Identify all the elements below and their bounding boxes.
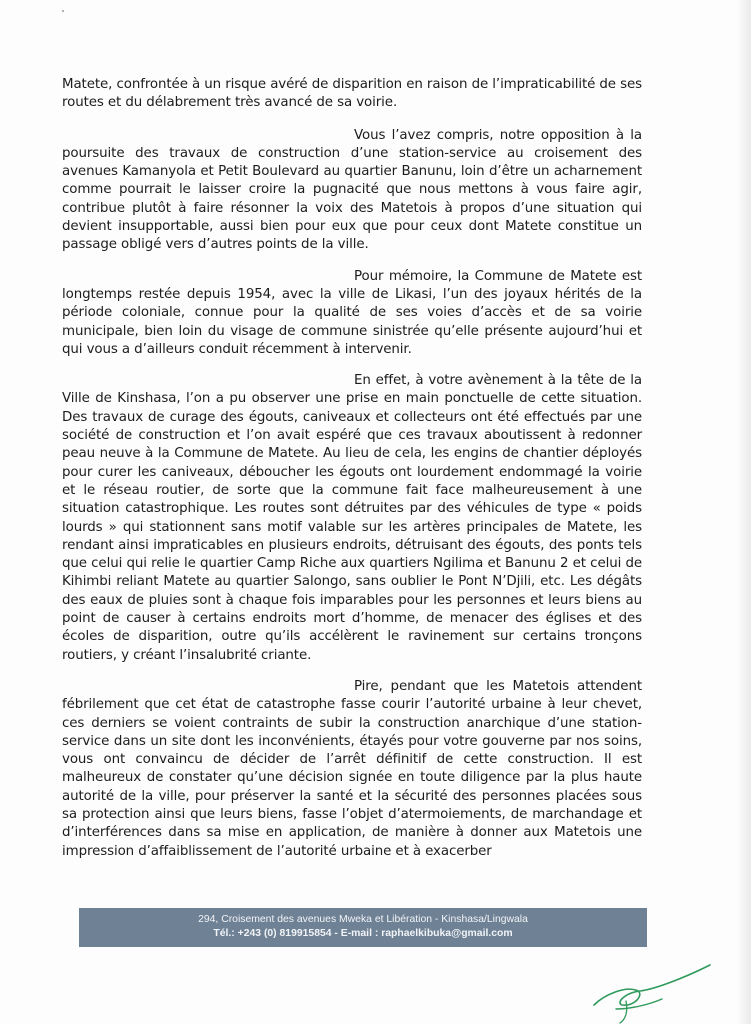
paragraph-1: Matete, confrontée à un risque avéré de disparition en raison de l’impraticabilité de ses routes et du délabrement très avancé de sa voirie. — [62, 77, 642, 111]
paragraph-4: En effet, à votre avènement à la tête de la Ville de Kinshasa, l’on a pu observer une prise en main ponctuelle de cette situation. Des travaux de curage des égouts, caniveaux et collecteurs ont été effectués par une société de construction et l’on avait espéré que ces travaux aboutissent à redonner peau neuve à la Commune de Matete. Au lieu de cela, les engins de chantier déployés pour curer les caniveaux, déboucher les égouts ont lourdement endommagé la voirie et le réseau routier, de sorte que la commune fait face malheureusement à une situation catastrophique. Les routes sont détruites par des véhicules de type « poids lourds » qui stationnent sans motif valable sur les artères principales de Matete, les rendant ainsi impraticables en plusieurs endroits, détruisant des égouts, des ponts tels que celui qui relie le quartier Camp Riche aux quartiers Ngilima et Banunu 2 et celui de Kihimbi reliant Matete au quartier Salongo, sans oublier le Pont N’Djili, etc. Les dégâts des eaux de pluies sont à chaque fois imparables pour les personnes et leurs biens au point de causer à certains endroits mort d’homme, de menacer des églises et des écoles de disparition, outre qu’ils accélèrent le ravinement sur certains tronçons routiers, y créant l’insalubrité criante. — [62, 373, 642, 663]
page-edge-shadow — [737, 0, 751, 1024]
paragraph-2: Vous l’avez compris, notre opposition à la poursuite des travaux de construction d’une station-service au croisement des avenues Kamanyola et Petit Boulevard au quartier Banunu, loin d’être un acharnement comme pourrait le laisser croire la pugnacité que nous mettons à vous faire agir, contribue plutôt à faire résonner la voix des Matetois à propos d’une situation qui devient insupportable, aussi bien pour eux que pour ceux dont Matete constitue un passage obligé vers d’autres points de la ville. — [62, 127, 642, 253]
footer-contact: Tél.: +243 (0) 819915854 - E-mail : raphaelkibuka@gmail.com — [213, 928, 513, 939]
letter-body — [62, 76, 642, 861]
signature-initials — [586, 955, 716, 1024]
paragraph-3: Pour mémoire, la Commune de Matete est longtemps restée depuis 1954, avec la ville de Likasi, l’un des joyaux hérités de la période coloniale, connue pour la qualité de ses voies d’accès et de sa voirie municipale, bien loin du visage de commune sinistrée qu’elle présente aujourd’hui et qui vous a d’ailleurs conduit récemment à intervenir. — [62, 268, 642, 357]
paragraph-5: Pire, pendant que les Matetois attendent fébrilement que cet état de catastrophe fasse courir l’autorité urbaine à leur chevet, ces derniers se voient contraints de subir la construction anarchique d’une station-service dans un site dont les inconvénients, étayés pour votre gouverne par nos soins, vous ont convaincu de décider de l’arrêt définitif de cette construction. Il est malheureux de constater qu’une décision signée en toute diligence par la plus haute autorité de la ville, pour préserver la santé et la sécurité des personnes placées sous sa protection ainsi que leurs biens, fasse l’objet d’atermoiements, de marchandage et d’interférences dans sa mise en application, de manière à donner aux Matetois une impression d’affaiblissement de l’autorité urbaine et à exacerber — [62, 678, 642, 859]
footer-address: 294, Croisement des avenues Mweka et Libération - Kinshasa/Lingwala — [198, 914, 528, 925]
scan-mark — [62, 10, 64, 12]
letterhead-footer — [79, 908, 647, 947]
